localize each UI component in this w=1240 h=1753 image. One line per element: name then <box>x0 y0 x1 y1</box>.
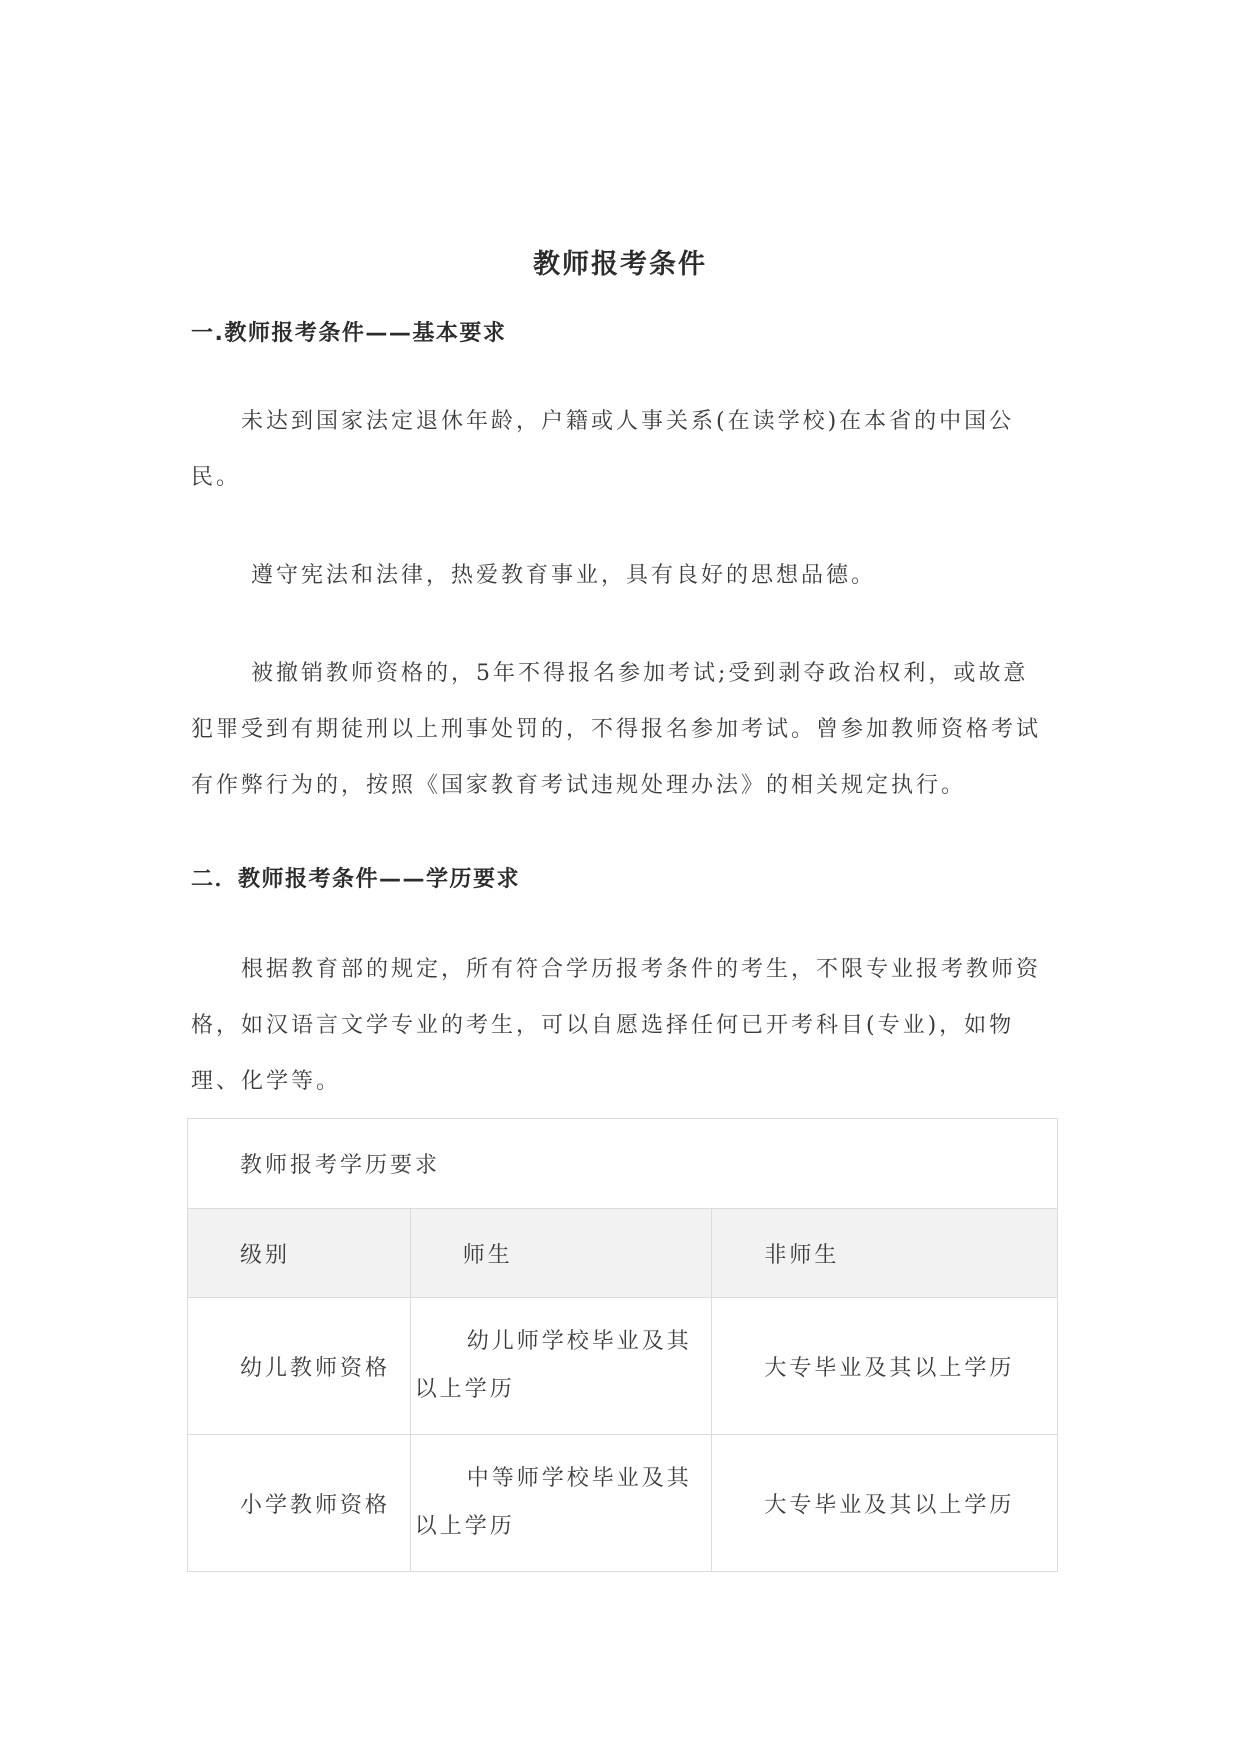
cell-level: 幼儿教师资格 <box>188 1298 411 1435</box>
header-non-normal-student: 非师生 <box>712 1209 1058 1298</box>
education-requirements-table <box>187 1118 1058 1572</box>
header-normal-student: 师生 <box>410 1209 712 1298</box>
paragraph-conduct: 遵守宪法和法律，热爱教育事业，具有良好的思想品德。 <box>251 563 877 588</box>
page-title: 教师报考条件 <box>533 249 707 280</box>
section-heading-education: 二．教师报考条件——学历要求 <box>191 867 521 892</box>
table-row <box>188 1298 1058 1435</box>
table-row <box>188 1435 1058 1572</box>
cell-level: 小学教师资格 <box>188 1435 411 1572</box>
header-level: 级别 <box>188 1209 411 1298</box>
cell-normal-student: 幼儿师学校毕业及其以上学历 <box>410 1298 712 1435</box>
table-caption-row <box>188 1119 1058 1209</box>
paragraph-disqualification: 被撤销教师资格的，5年不得报名参加考试;受到剥夺政治权利，或故意犯罪受到有期徒刑以上刑事处罚的，不得报名参加考试。曾参加教师资格考试有作弊行为的，按照《国家教育考试违规处理办法》的相关规定执行。 <box>191 661 1042 798</box>
paragraph-age-residence: 未达到国家法定退休年龄，户籍或人事关系(在读学校)在本省的中国公民。 <box>191 409 1015 490</box>
section-heading-basic: 一.教师报考条件——基本要求 <box>191 321 507 346</box>
paragraph-education-rule: 根据教育部的规定，所有符合学历报考条件的考生，不限专业报考教师资格，如汉语言文学专业的考生，可以自愿选择任何已开考科目(专业)，如物理、化学等。 <box>191 957 1042 1094</box>
table-header-row <box>188 1209 1058 1298</box>
cell-non-normal-student: 大专毕业及其以上学历 <box>712 1298 1058 1435</box>
cell-normal-student: 中等师学校毕业及其以上学历 <box>410 1435 712 1572</box>
cell-non-normal-student: 大专毕业及其以上学历 <box>712 1435 1058 1572</box>
table-caption: 教师报考学历要求 <box>188 1119 1058 1209</box>
